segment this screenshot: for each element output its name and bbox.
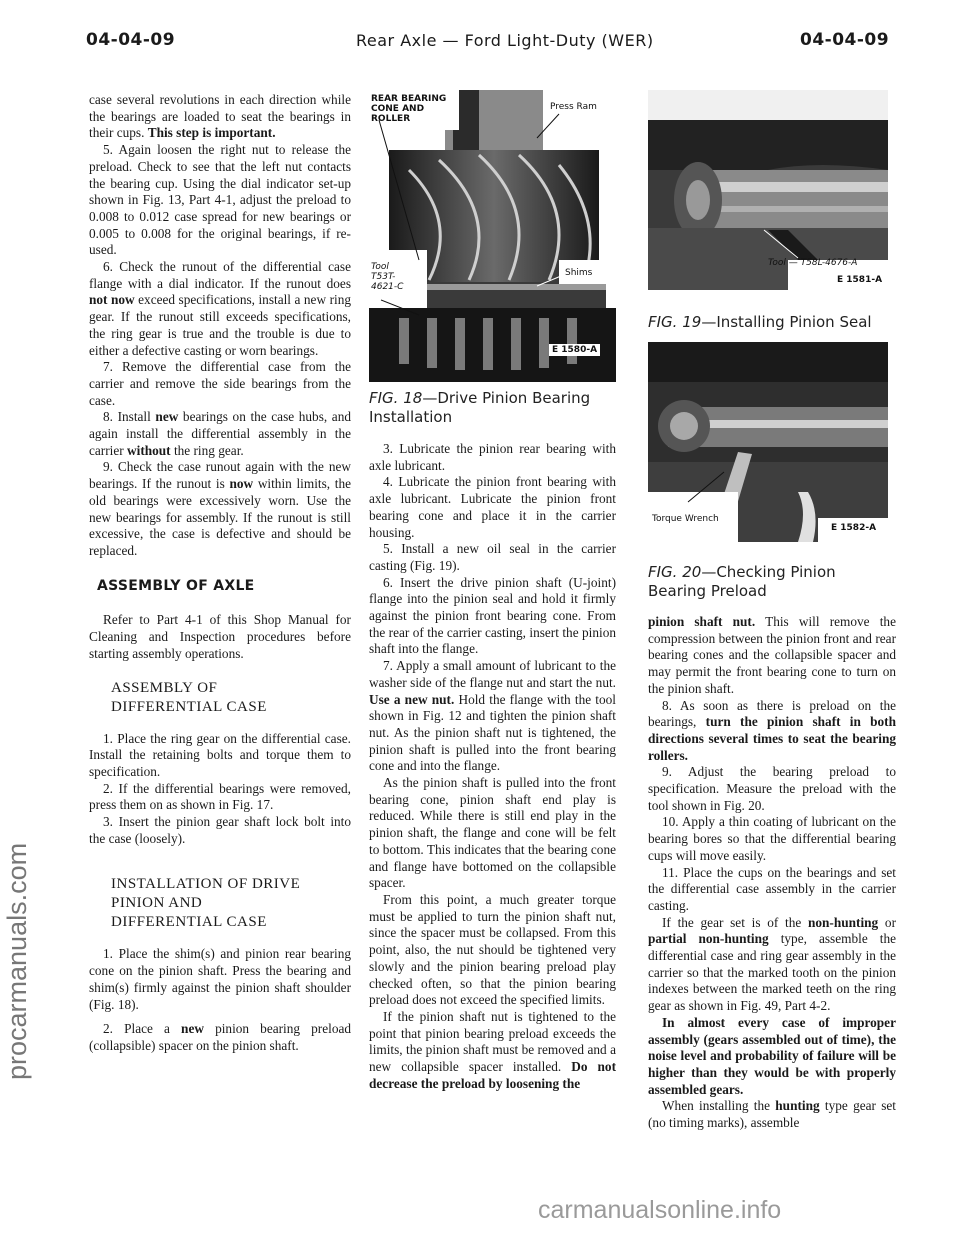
inst-step-1: 1. Place the shim(s) and pinion rear bearing cone on the pinion shaft. Press the bearing and shim(s) firmly against the pinion shaft shoulder (Fig. 18). — [89, 946, 351, 1012]
paragraph-gear-set: If the gear set is of the non-hunting or partial non-hunting type, assemble the differential case and ring gear assembly in the carrier so that the marked tooth on the pinion indexes between the marked teeth on the ring gear as shown in Fig. 49, Part 4-2. — [648, 914, 896, 1014]
page-number-left: 04-04-09 — [86, 30, 176, 50]
step-5: 5. Install a new oil seal in the carrier casting (Fig. 19). — [369, 541, 616, 573]
step-6: 6. Check the runout of the differential case flange with a dial indicator. If the runout does not now exceed specifications, install a new ring gear. If the runout still exceeds specifications, the ring gear is true and the trouble is due to either a defective casting or worn bearings. — [89, 259, 351, 358]
paragraph: case several revolutions in each direction while the bearings are loaded to seat the bearings in their cups. This step is important. — [89, 92, 351, 141]
paragraph: As the pinion shaft is pulled into the front bearing cone, pinion shaft end play is reduced. While there is still end play in the pinion shaft, the flange and cone will be felt to bottom. This indicates that the bearing cone and flange have bottomed on the collapsible spacer. — [369, 775, 616, 891]
figure-19-caption: FIG. 19—Installing Pinion Seal — [648, 313, 872, 331]
column-left — [89, 92, 351, 1055]
page-title: Rear Axle — Ford Light-Duty (WER) — [356, 31, 654, 50]
paragraph: If the pinion shaft nut is tightened to the point that pinion bearing preload exceeds the limits, the pinion shaft must be removed and a new collapsible spacer installed. Do not decrease the preload by loosening the — [369, 1008, 617, 1091]
step-5: 5. Again loosen the right nut to release the preload. Check to see that the left nut contacts the bearing cup. Using the dial indicator set-up shown in Fig. 13, Part 4-1, adjust the preload to 0.008 to 0.012 case spread for new bearings or 0.005 to 0.008 for the original bearings, if re-used. — [89, 142, 351, 258]
figure-18-photo — [369, 90, 616, 382]
diff-step-2: 2. If the differential bearings were removed, press them on as shown in Fig. 17. — [89, 780, 351, 813]
step-4: 4. Lubricate the pinion front bearing with axle lubricant. Lubricate the pinion front bearing cone and place it in the carrier housing. — [369, 474, 616, 540]
step-8: 8. Install new bearings on the case hubs, and again install the differential assembly in the carrier without the ring gear. — [89, 409, 351, 458]
step-10: 10. Apply a thin coating of lubricant on the bearing bores so that the differential bearing cups will move easily. — [648, 814, 897, 863]
figure-19-photo — [648, 90, 888, 290]
subheading-installation: INSTALLATION OF DRIVE PINION AND DIFFERENTIAL CASE — [111, 876, 301, 931]
torque-wrench-illustration — [648, 342, 888, 542]
figure-code: E 1582-A — [828, 522, 879, 534]
step-7: 7. Apply a small amount of lubricant to the washer side of the flange nut and start the nut. Use a new nut. Hold the flange with the tool shown in Fig. 12 and tighten the pinion shaft nut. As the pinion shaft nut is tightened, the pinion shaft is pulled into the front bearing cone and into the flange. — [369, 658, 616, 774]
paragraph-warning: In almost every case of improper assembly (gears assembled out of time), the noise level and probability of failure will be higher than they would be with properly assembled gears. — [648, 1014, 896, 1097]
label-shims: Shims — [565, 268, 593, 278]
step-11: 11. Place the cups on the bearings and set the differential case assembly in the carrier casting. — [648, 864, 896, 913]
step-3: 3. Lubricate the pinion rear bearing with axle lubricant. — [369, 441, 616, 473]
figure-code: E 1580-A — [549, 344, 600, 356]
section-heading-assembly: ASSEMBLY OF AXLE — [97, 577, 255, 594]
label-torque-wrench: Torque Wrench — [652, 514, 719, 524]
paragraph-hunting: When installing the hunting type gear set (no timing marks), assemble — [648, 1098, 896, 1131]
column-middle — [369, 441, 616, 1092]
label-tool: Tool T53T- 4621-C — [371, 262, 404, 292]
figure-code: E 1581-A — [834, 274, 885, 286]
step-8: 8. As soon as there is preload on the bearings, turn the pinion shaft in both directions several times to seat the bearing rollers. — [648, 697, 897, 763]
footer-watermark: carmanualsonline.info — [538, 1196, 782, 1224]
label-press-ram: Press Ram — [550, 102, 597, 112]
paragraph: pinion shaft nut. This will remove the compression between the pinion front and rear bearing cones and the collapsible spacer and may permit the front bearing cone to turn on the pinion shaft. — [648, 614, 896, 696]
figure-18-caption: FIG. 18—Drive Pinion Bearing Installation — [369, 389, 591, 426]
figure-20-caption: FIG. 20—Checking Pinion Bearing Preload — [648, 563, 836, 600]
diff-step-1: 1. Place the ring gear on the differential case. Install the retaining bolts and torque them to specification. — [89, 730, 351, 779]
diff-step-3: 3. Insert the pinion gear shaft lock bolt into the case (loosely). — [89, 814, 352, 846]
step-9: 9. Check the case runout again with the new bearings. If the runout is now within limits, the old bearings were excessively worn. Use the new bearings for assembly. If the runout is still excessive, the case is defective and should be replaced. — [89, 459, 352, 558]
figure-20-photo — [648, 342, 888, 542]
side-watermark: procarmanuals.com — [2, 842, 32, 1080]
pinion-gear-illustration — [369, 90, 616, 382]
step-9: 9. Adjust the bearing preload to specification. Measure the preload with the tool shown in Fig. 20. — [648, 764, 896, 813]
step-7: 7. Remove the differential case from the carrier and remove the side bearings from the case. — [89, 359, 351, 408]
subheading-differential: ASSEMBLY OF DIFFERENTIAL CASE — [111, 679, 267, 715]
label-tool: Tool — T58L-4676-A — [768, 258, 858, 268]
column-right — [648, 614, 896, 1132]
paragraph-refer: Refer to Part 4-1 of this Shop Manual for Cleaning and Inspection procedures before starting assembly operations. — [89, 612, 351, 661]
label-rear-bearing: REAR BEARING CONE AND ROLLER — [371, 94, 447, 124]
paragraph: From this point, a much greater torque must be applied to turn the pinion shaft nut, since the spacer must be collapsed. From this point, also, the nut should be tightened very slowly and the pinion bearing preload play checked often, so that the pinion bearing preload does not exceed the specified limits. — [369, 891, 616, 1008]
inst-step-2: 2. Place a new pinion bearing preload (collapsible) spacer on the pinion shaft. — [89, 1021, 352, 1053]
page-number-right: 04-04-09 — [800, 30, 890, 50]
step-6: 6. Insert the drive pinion shaft (U-joint) flange into the pinion seal and hold it firmly against the pinion front bearing cone. From the rear of the carrier casting, insert the pinion shaft into the flange. — [369, 574, 616, 657]
